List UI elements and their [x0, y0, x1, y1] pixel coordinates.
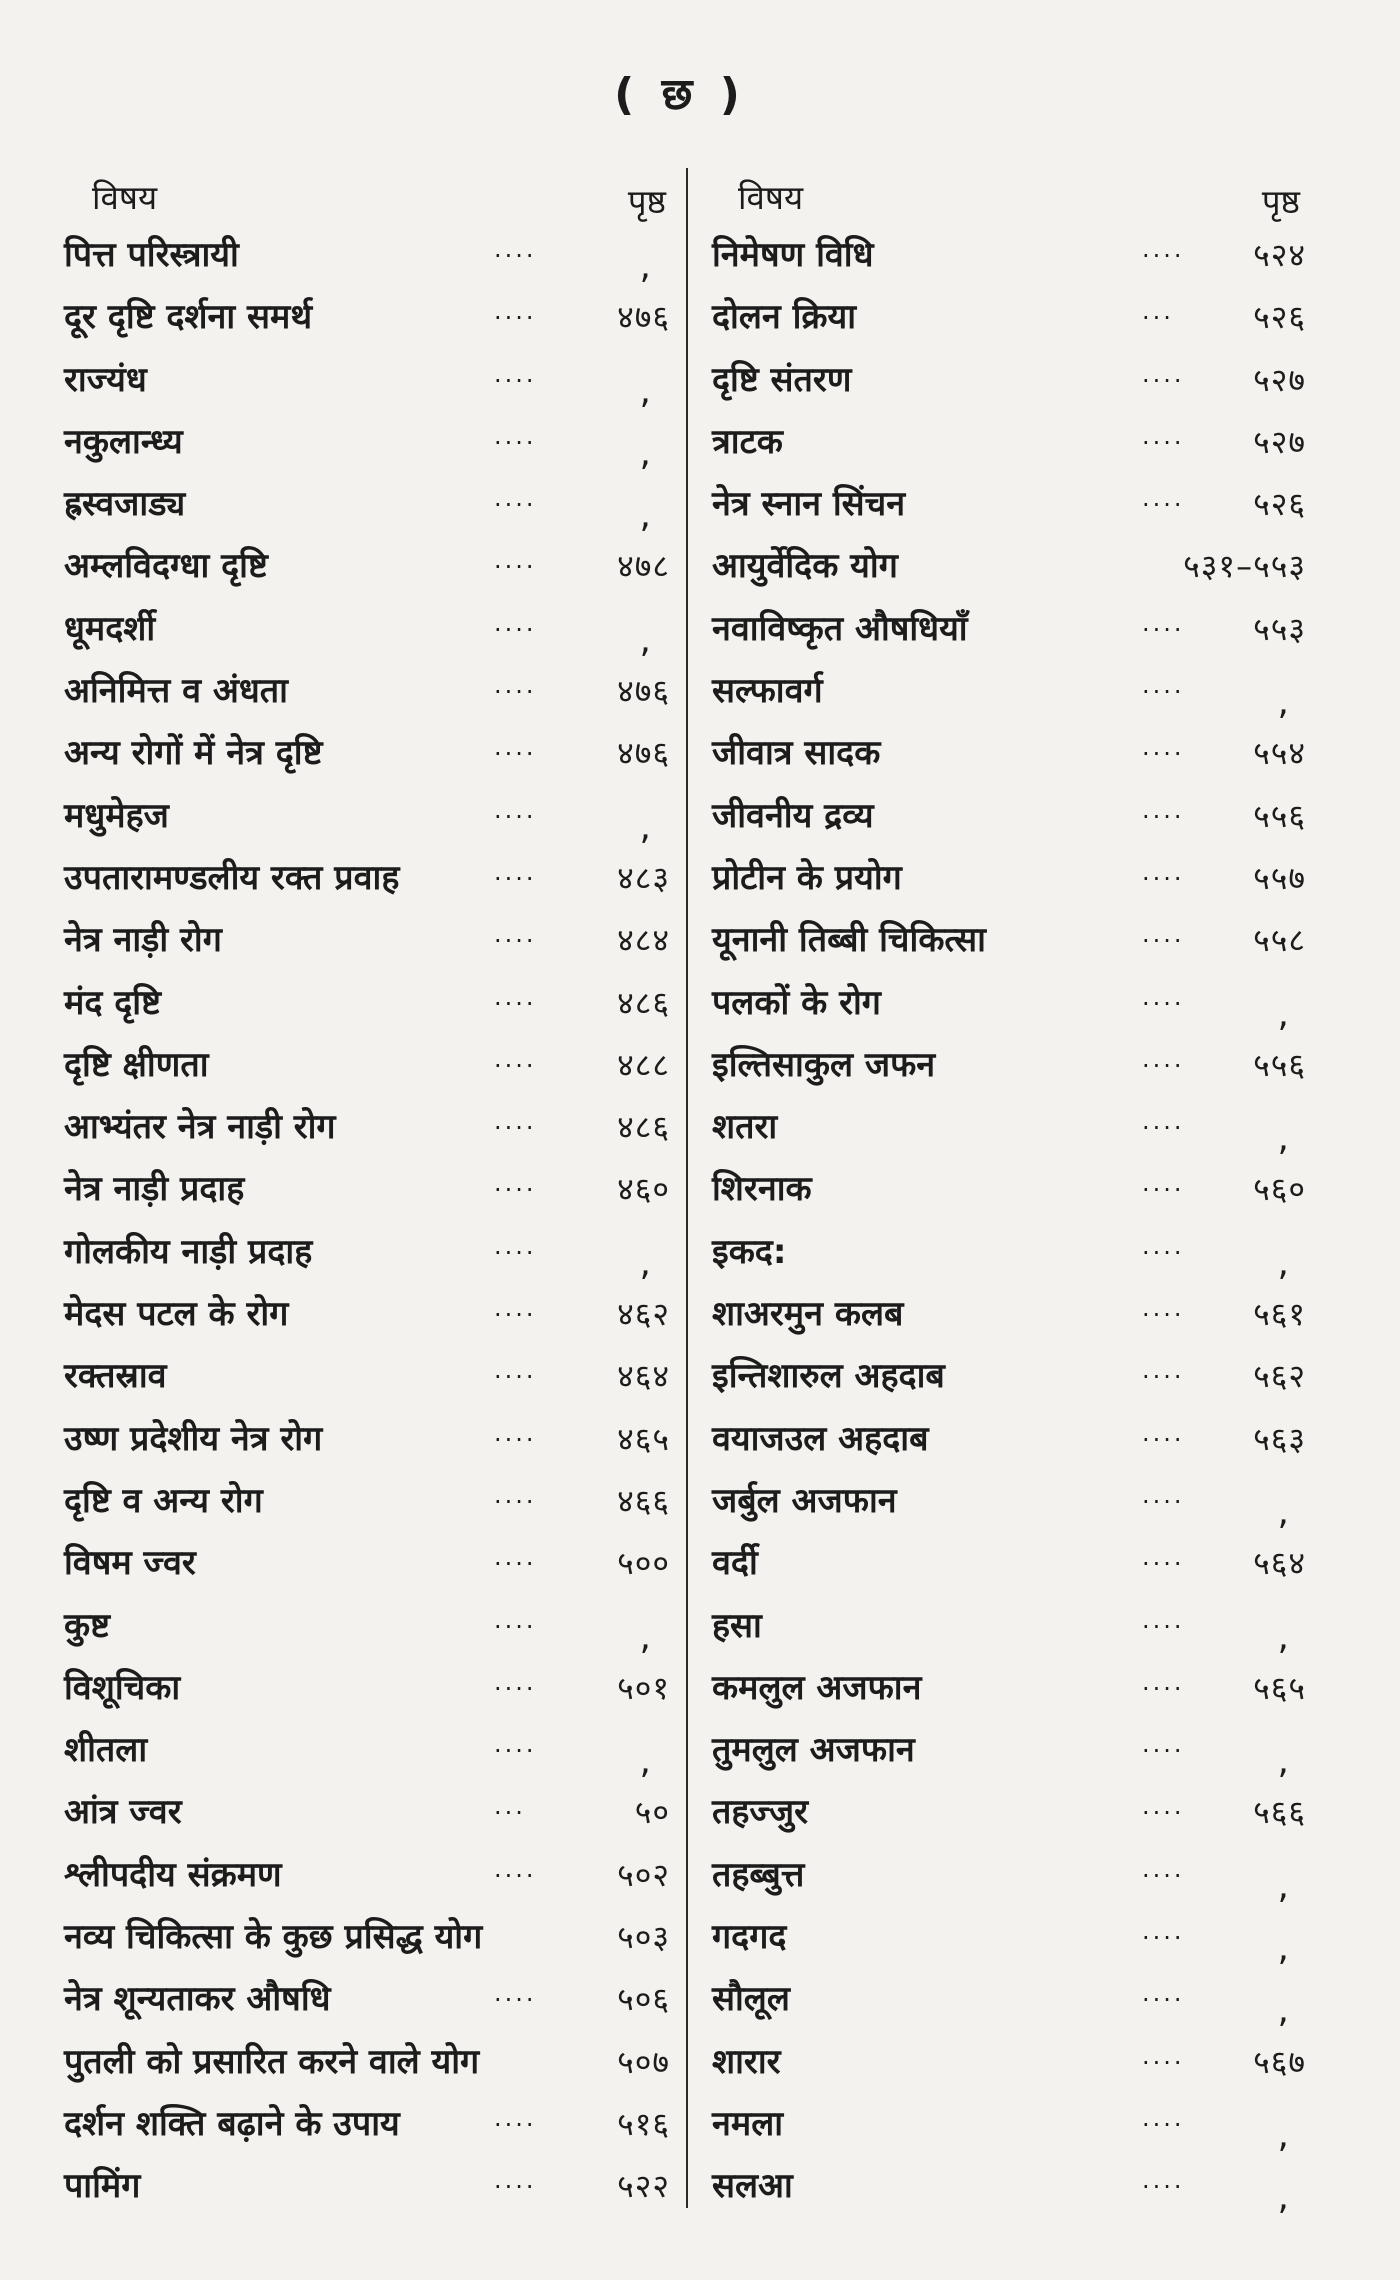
right-header-page: पृष्ठ [1261, 182, 1300, 221]
entry-leader-dots: .... [494, 671, 537, 700]
toc-entry [58, 660, 670, 722]
entry-leader-dots: .... [1142, 1418, 1185, 1447]
entry-page-ditto: , [639, 1242, 652, 1284]
entry-leader-dots: .... [1142, 920, 1185, 949]
toc-entry [58, 473, 670, 535]
entry-subject: सलआ [712, 2166, 793, 2207]
entry-page-ditto: , [1277, 1990, 1290, 2032]
entry-subject: नमला [712, 2103, 784, 2144]
toc-entry [712, 1034, 1324, 1096]
entry-page-number: ४८६ [617, 983, 670, 1022]
entry-subject: शीतला [64, 1730, 148, 1771]
entry-page-number: ५५८ [1253, 921, 1306, 960]
toc-entry [58, 1532, 670, 1594]
toc-entry [712, 785, 1324, 847]
entry-leader-dots: .... [494, 1418, 537, 1447]
toc-entry [712, 411, 1324, 473]
entry-page-number: ५६२ [1253, 1357, 1306, 1396]
toc-entry [712, 1345, 1324, 1407]
entry-subject: दृष्टि संतरण [712, 359, 852, 400]
entry-subject: नेत्र शून्यताकर औषधि [64, 1979, 331, 2020]
toc-entry [58, 722, 670, 784]
entry-page-number: ५०२ [617, 1855, 670, 1894]
entry-leader-dots: .... [1142, 484, 1185, 513]
toc-entry [58, 1968, 670, 2030]
entry-subject: तहब्बुत्त [712, 1854, 805, 1895]
entry-leader-dots: .... [1142, 359, 1185, 388]
entry-leader-dots: .... [1142, 733, 1185, 762]
entry-page-number: ५५७ [1253, 858, 1306, 897]
entry-page-number: ५६४ [1253, 1544, 1306, 1583]
toc-entry [712, 2031, 1324, 2093]
entry-leader-dots: .... [494, 857, 537, 886]
entry-page-ditto: , [639, 246, 652, 287]
entry-subject: नकुलान्ध्य [64, 421, 183, 462]
entry-subject: दृष्टि व अन्य रोग [64, 1480, 263, 1521]
entry-page-ditto: , [1277, 1616, 1290, 1658]
entry-subject: अन्य रोगों में नेत्र दृष्टि [64, 733, 323, 774]
toc-entry [712, 535, 1324, 597]
entry-leader-dots: .... [494, 1979, 537, 2008]
entry-subject: त्राटक [712, 421, 783, 462]
toc-entry [58, 2093, 670, 2155]
left-entries-list [58, 224, 670, 2218]
entry-page-ditto: , [1277, 1242, 1290, 1284]
toc-entry [712, 660, 1324, 722]
entry-subject: रक्तस्राव [64, 1356, 167, 1397]
entry-leader-dots: ... [1142, 297, 1174, 326]
toc-entry [58, 1283, 670, 1345]
entry-subject: कमलुल अजफान [712, 1667, 922, 1708]
entry-page-number: ५२७ [1253, 422, 1306, 461]
entry-page-number: ५२४ [1253, 236, 1306, 274]
toc-entry [712, 1657, 1324, 1719]
entry-page-ditto: , [1277, 2114, 1290, 2156]
toc-entry [58, 1034, 670, 1096]
entry-page-number: ४६४ [617, 1357, 670, 1396]
toc-entry [58, 598, 670, 660]
entry-subject: मंद दृष्टि [64, 982, 161, 1023]
entry-page-number: ५०६ [617, 1980, 670, 2019]
entry-leader-dots: .... [494, 2166, 537, 2195]
entry-leader-dots: .... [1142, 1605, 1185, 1634]
entry-leader-dots: .... [1142, 1730, 1185, 1759]
entry-page-number: ५२६ [1253, 485, 1306, 524]
toc-entry [712, 1781, 1324, 1843]
toc-entry [58, 1096, 670, 1158]
entry-subject: उपतारामण्डलीय रक्त प्रवाह [64, 857, 400, 898]
entry-leader-dots: .... [1142, 982, 1185, 1011]
entry-leader-dots: .... [1142, 795, 1185, 824]
toc-entry [58, 1781, 670, 1843]
toc-entry [712, 972, 1324, 1034]
entry-leader-dots: .... [494, 733, 537, 762]
entry-subject: अम्लविदग्धा दृष्टि [64, 546, 268, 587]
entry-page-number: ४७८ [617, 547, 670, 586]
entry-leader-dots: .... [494, 1480, 537, 1509]
entry-subject: धूमदर्शी [64, 608, 156, 649]
entry-leader-dots: .... [1142, 1294, 1185, 1323]
entry-page-number: ५५४ [1253, 734, 1306, 773]
toc-entry [712, 1844, 1324, 1906]
entry-leader-dots: .... [494, 795, 537, 824]
entry-subject: यूनानी तिब्बी चिकित्सा [712, 920, 986, 961]
entry-leader-dots: .... [1142, 1231, 1185, 1260]
toc-entry [712, 847, 1324, 909]
entry-page-number: ४६० [617, 1170, 670, 1209]
entry-leader-dots: .... [494, 1543, 537, 1572]
entry-page-number: ५६१ [1253, 1295, 1306, 1334]
entry-subject: कुष्ट [64, 1605, 110, 1646]
entry-page-ditto: , [1277, 1928, 1290, 1970]
entry-subject: गोलकीय नाड़ी प्रदाह [64, 1231, 313, 1272]
right-entries-list [712, 224, 1324, 2218]
entry-subject: हसा [712, 1605, 762, 1646]
entry-page-number: ४७६ [617, 298, 670, 337]
toc-entry [712, 1532, 1324, 1594]
toc-entry [712, 598, 1324, 660]
toc-entry [712, 1408, 1324, 1470]
left-header-page: पृष्ठ [627, 182, 666, 221]
entry-page-number: ५२२ [617, 2167, 670, 2206]
entry-page-number: ४७६ [617, 734, 670, 773]
entry-subject: पामिंग [64, 2166, 141, 2207]
entry-page-number: ४८८ [617, 1045, 670, 1084]
toc-entry [712, 1096, 1324, 1158]
entry-page-number: ४८३ [617, 858, 670, 897]
entry-page-number: ४८४ [617, 921, 670, 960]
entry-subject: ह्रस्वजाड्य [64, 484, 186, 525]
entry-leader-dots: .... [494, 920, 537, 949]
entry-leader-dots: .... [1142, 1854, 1185, 1883]
toc-entry [712, 2155, 1324, 2217]
toc-entry [58, 286, 670, 348]
entry-page-number: ४६६ [617, 1481, 670, 1520]
entry-leader-dots: ... [494, 1792, 526, 1821]
entry-leader-dots: .... [494, 1294, 537, 1323]
entry-leader-dots: .... [494, 235, 537, 263]
entry-subject: गदगद [712, 1917, 787, 1958]
left-column [58, 168, 670, 2218]
entry-subject: नवाविष्कृत औषधियाँ [712, 608, 968, 649]
entry-subject: तहज्जुर [712, 1792, 809, 1833]
entry-subject: श्लीपदीय संक्रमण [64, 1854, 282, 1895]
toc-entry [58, 535, 670, 597]
entry-page-number: ५०३ [617, 1918, 670, 1957]
entry-leader-dots: .... [494, 484, 537, 513]
toc-entry [712, 2093, 1324, 2155]
left-column-header [58, 168, 670, 224]
entry-leader-dots: .... [1142, 2103, 1185, 2132]
toc-entry [58, 972, 670, 1034]
entry-subject: शिरनाक [712, 1169, 812, 1210]
entry-page-ditto: , [1277, 2177, 1290, 2219]
entry-subject: विषम ज्वर [64, 1543, 196, 1584]
entry-leader-dots: .... [1142, 1356, 1185, 1385]
entry-leader-dots: .... [1142, 421, 1185, 450]
entry-subject: आंत्र ज्वर [64, 1792, 182, 1833]
entry-subject: नव्य चिकित्सा के कुछ प्रसिद्ध योग [64, 1917, 483, 1958]
entry-subject: दोलन क्रिया [712, 297, 857, 338]
entry-page-number: ५०१ [617, 1668, 670, 1707]
entry-page-ditto: , [1277, 1865, 1290, 1907]
entry-leader-dots: .... [494, 297, 537, 326]
entry-page-number: ५०७ [617, 2042, 670, 2081]
toc-entry [712, 1906, 1324, 1968]
entry-leader-dots: .... [494, 1854, 537, 1883]
entry-leader-dots: .... [494, 1730, 537, 1759]
entry-leader-dots: .... [494, 2103, 537, 2132]
entry-subject: दूर दृष्टि दर्शना समर्थ [64, 297, 313, 338]
entry-leader-dots: .... [494, 1044, 537, 1073]
entry-page-number: ४८६ [617, 1108, 670, 1147]
entry-leader-dots: .... [494, 608, 537, 637]
entry-page-number: ५२६ [1253, 298, 1306, 337]
toc-entry [58, 847, 670, 909]
entry-subject: वयाजउल अहदाब [712, 1418, 929, 1459]
toc-entry [58, 349, 670, 411]
entry-page-number: ५५६ [1253, 1045, 1306, 1084]
toc-entry [712, 224, 1324, 286]
toc-entry [58, 909, 670, 971]
entry-page-ditto: , [639, 1616, 652, 1658]
right-column [712, 168, 1324, 2218]
entry-subject: पित्त परिस्त्रायी [64, 235, 239, 275]
entry-page-number: ५०० [617, 1544, 670, 1583]
toc-entry [58, 2155, 670, 2217]
entry-page-ditto: , [639, 495, 652, 537]
entry-subject: जीवनीय द्रव्य [712, 795, 874, 836]
entry-leader-dots: .... [494, 359, 537, 388]
entry-leader-dots: .... [1142, 1543, 1185, 1572]
toc-entry [58, 1470, 670, 1532]
entry-subject: तुमलुल अजफान [712, 1730, 915, 1771]
toc-entry [58, 2031, 670, 2093]
toc-entry [58, 1844, 670, 1906]
left-header-subject: विषय [92, 178, 158, 217]
toc-entry [58, 1906, 670, 1968]
entry-subject: वर्दी [712, 1543, 758, 1584]
entry-subject: विशूचिका [64, 1667, 181, 1708]
entry-subject: प्रोटीन के प्रयोग [712, 857, 902, 898]
entry-leader-dots: .... [1142, 2041, 1185, 2070]
entry-page-ditto: , [1277, 1118, 1290, 1160]
entry-page-number: ५५३ [1253, 609, 1306, 648]
entry-leader-dots: .... [1142, 1480, 1185, 1509]
entry-leader-dots: .... [1142, 1107, 1185, 1136]
toc-entry [712, 1719, 1324, 1781]
toc-entry [712, 1221, 1324, 1283]
entry-page-number: ५२७ [1253, 360, 1306, 399]
entry-subject: सल्फावर्ग [712, 671, 823, 712]
entry-leader-dots: .... [1142, 1792, 1185, 1821]
right-header-subject: विषय [738, 178, 804, 217]
entry-page-number: ५० [634, 1793, 670, 1832]
entry-leader-dots: .... [494, 1667, 537, 1696]
entry-page-ditto: , [639, 619, 652, 661]
entry-subject: मधुमेहज [64, 795, 169, 836]
entry-subject: इन्तिशारुल अहदाब [712, 1356, 945, 1397]
entry-page-number: ५६५ [1253, 1668, 1306, 1707]
toc-entry [58, 224, 670, 286]
toc-entry [712, 473, 1324, 535]
entry-leader-dots: .... [494, 982, 537, 1011]
entry-page-number: ५६६ [1253, 1793, 1306, 1832]
column-divider [686, 168, 688, 2208]
entry-subject: जर्बुल अजफान [712, 1480, 897, 1521]
toc-entry [712, 1968, 1324, 2030]
toc-entry [58, 1408, 670, 1470]
toc-entry [58, 785, 670, 847]
toc-entry [58, 1657, 670, 1719]
entry-leader-dots: .... [494, 546, 537, 575]
entry-page-ditto: , [639, 1741, 652, 1783]
entry-subject: अनिमित्त व अंधता [64, 671, 288, 712]
entry-leader-dots: .... [1142, 1667, 1185, 1696]
toc-entry [712, 286, 1324, 348]
toc-entry [712, 722, 1324, 784]
entry-page-number: ४६२ [617, 1295, 670, 1334]
entry-page-number: ५५६ [1253, 796, 1306, 835]
entry-leader-dots: .... [494, 421, 537, 450]
entry-leader-dots: .... [494, 1231, 537, 1260]
toc-entry [58, 1345, 670, 1407]
entry-page-ditto: , [1277, 682, 1290, 724]
entry-subject: शतरा [712, 1107, 778, 1148]
entry-leader-dots: .... [1142, 857, 1185, 886]
entry-subject: शारार [712, 2041, 781, 2082]
toc-entry [712, 1595, 1324, 1657]
entry-subject: दृष्टि क्षीणता [64, 1044, 209, 1085]
entry-subject: राज्यंध [64, 359, 147, 400]
entry-subject: जीवात्र सादक [712, 733, 881, 774]
entry-page-number: ५३१–५५३ [1183, 547, 1306, 586]
toc-entry [58, 1719, 670, 1781]
entry-subject: सौलूल [712, 1979, 790, 2020]
entry-subject: दर्शन शक्ति बढ़ाने के उपाय [64, 2103, 400, 2144]
entry-subject: इल्तिसाकुल जफन [712, 1044, 936, 1085]
entry-subject: शाअरमुन कलब [712, 1294, 904, 1335]
entry-page-number: ५६७ [1253, 2042, 1306, 2081]
entry-page-ditto: , [1277, 1491, 1290, 1533]
toc-entry [712, 1470, 1324, 1532]
entry-leader-dots: .... [494, 1107, 537, 1136]
toc-entry [712, 909, 1324, 971]
toc-entry [58, 411, 670, 473]
entry-leader-dots: .... [1142, 1169, 1185, 1198]
entry-page-ditto: , [639, 806, 652, 848]
entry-subject: नेत्र नाड़ी रोग [64, 920, 222, 961]
entry-page-ditto: , [1277, 1741, 1290, 1783]
entry-leader-dots: .... [1142, 1979, 1185, 2008]
entry-subject: नेत्र स्नान सिंचन [712, 484, 906, 525]
entry-subject: इकद: [712, 1231, 787, 1272]
entry-subject: मेदस पटल के रोग [64, 1294, 289, 1335]
entry-subject: उष्ण प्रदेशीय नेत्र रोग [64, 1418, 323, 1459]
entry-leader-dots: .... [1142, 1044, 1185, 1073]
entry-page-ditto: , [1277, 993, 1290, 1035]
toc-entry [712, 349, 1324, 411]
toc-entry [58, 1595, 670, 1657]
entry-leader-dots: .... [494, 1605, 537, 1634]
entry-subject: नेत्र नाड़ी प्रदाह [64, 1169, 245, 1210]
toc-entry [58, 1221, 670, 1283]
entry-subject: पलकों के रोग [712, 982, 881, 1023]
entry-subject: निमेषण विधि [712, 235, 874, 275]
entry-page-number: ५६० [1253, 1170, 1306, 1209]
entry-leader-dots: .... [1142, 2166, 1185, 2195]
toc-entry [58, 1158, 670, 1220]
entry-leader-dots: .... [494, 1356, 537, 1385]
entry-page-number: ५६३ [1253, 1419, 1306, 1458]
entry-leader-dots: .... [494, 1169, 537, 1198]
entry-subject: आभ्यंतर नेत्र नाड़ी रोग [64, 1107, 336, 1148]
toc-entry [712, 1283, 1324, 1345]
entry-page-number: ५१६ [617, 2104, 670, 2143]
entry-page-ditto: , [639, 370, 652, 412]
entry-leader-dots: .... [1142, 608, 1185, 637]
entry-page-number: ४६५ [617, 1419, 670, 1458]
entry-leader-dots: .... [1142, 235, 1185, 263]
entry-subject: आयुर्वेदिक योग [712, 546, 898, 587]
entry-leader-dots: .... [1142, 671, 1185, 700]
entry-leader-dots: .... [1142, 1917, 1185, 1946]
toc-entry [712, 1158, 1324, 1220]
entry-subject: पुतली को प्रसारित करने वाले योग [64, 2041, 480, 2082]
entry-page-ditto: , [639, 432, 652, 474]
entry-page-number: ४७६ [617, 672, 670, 711]
right-column-header [712, 168, 1324, 224]
page-number: ( छ ) [614, 69, 746, 120]
